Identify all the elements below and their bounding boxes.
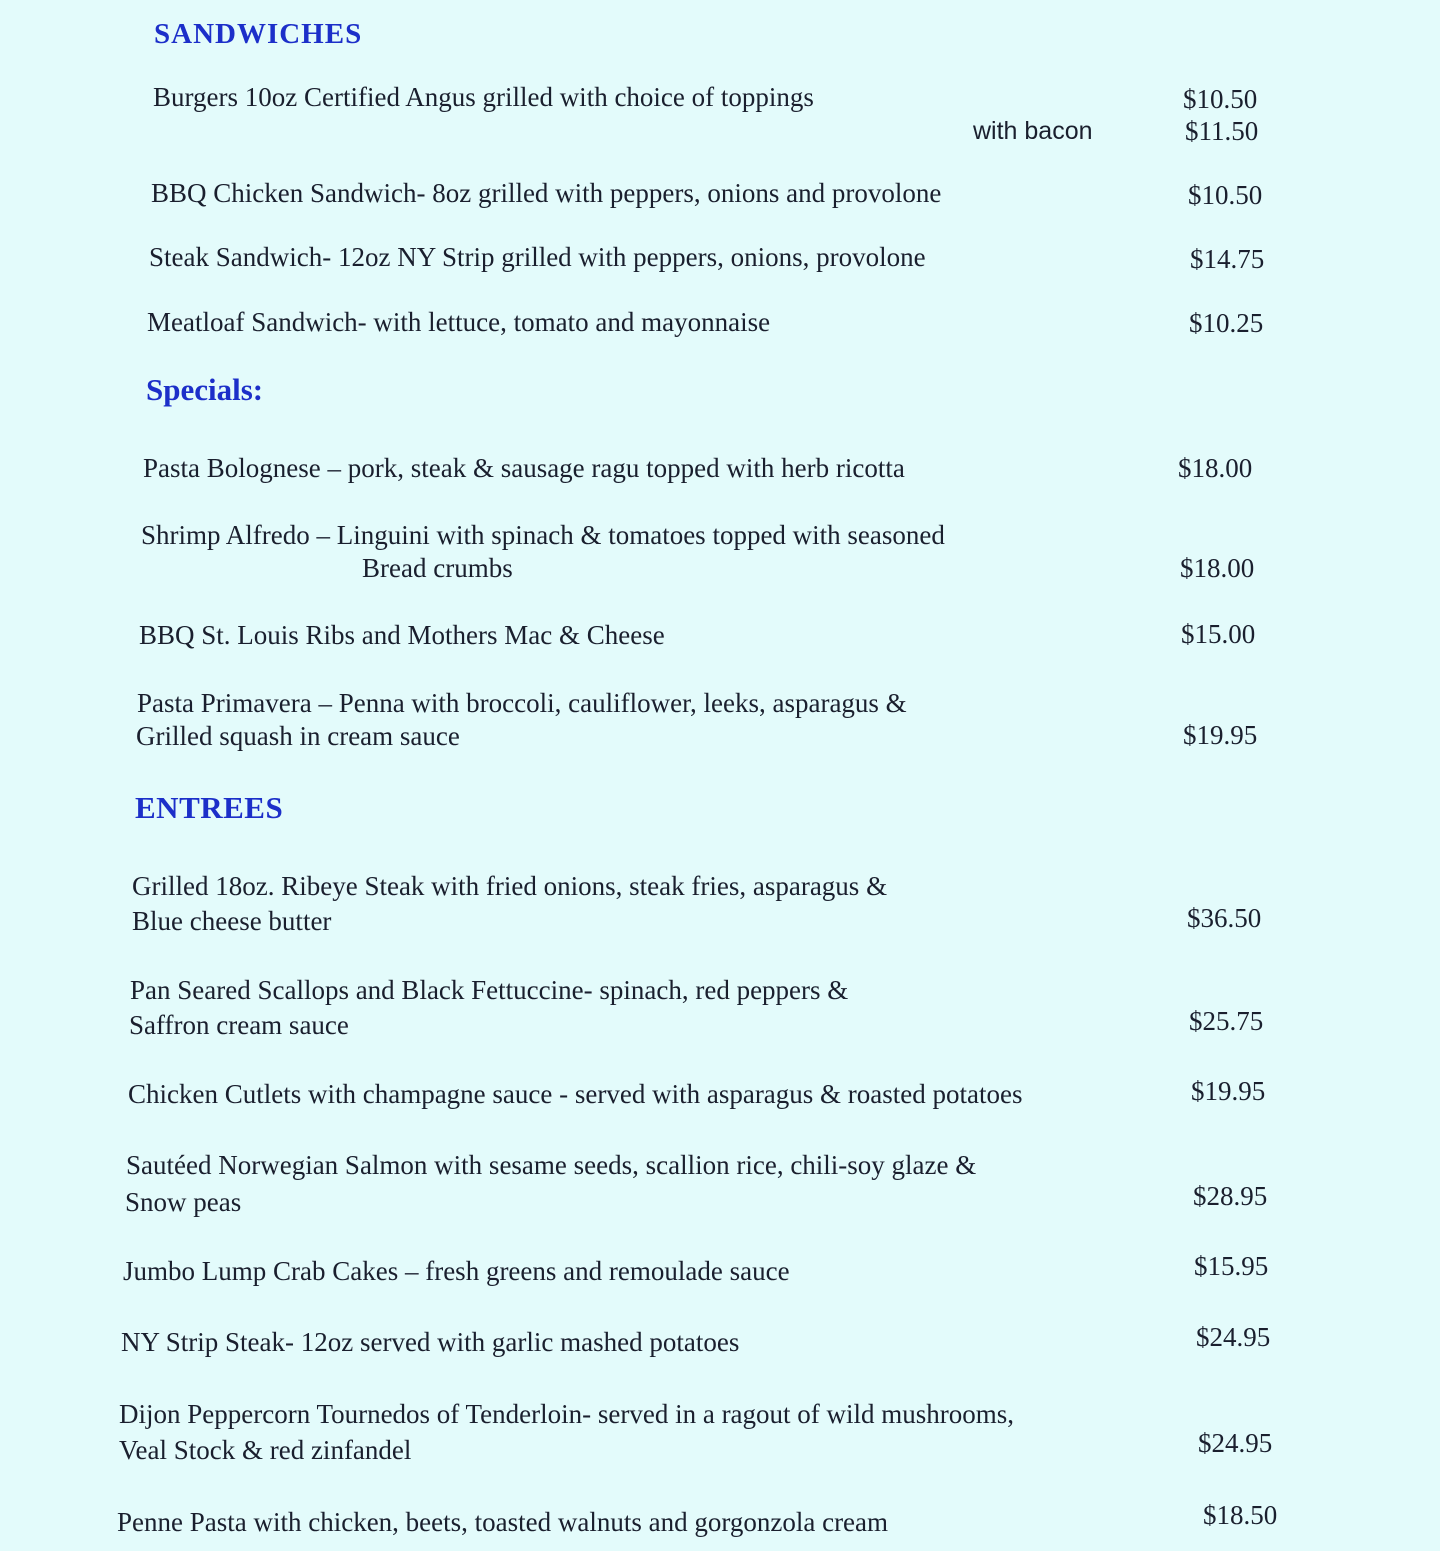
menu-item-price: $14.75: [1190, 244, 1265, 274]
menu-item-description: Chicken Cutlets with champagne sauce - served with asparagus & roasted potatoes: [128, 1079, 1023, 1109]
menu-item-description: Grilled 18oz. Ribeye Steak with fried onions, steak fries, asparagus &: [132, 871, 888, 901]
menu-item-description-continued: Snow peas: [125, 1187, 242, 1217]
menu-item-description-continued: Grilled squash in cream sauce: [136, 721, 460, 751]
menu-item-description: Pan Seared Scallops and Black Fettuccine- spinach, red peppers &: [130, 975, 849, 1005]
menu-item-price: $36.50: [1187, 903, 1262, 933]
menu-item-price: $24.95: [1196, 1322, 1271, 1352]
menu-item-description: Sautéed Norwegian Salmon with sesame seeds, scallion rice, chili-soy glaze &: [126, 1150, 977, 1180]
menu-item-description: Shrimp Alfredo – Linguini with spinach & tomatoes topped with seasoned: [141, 520, 945, 550]
menu-item-description: Meatloaf Sandwich- with lettuce, tomato and mayonnaise: [147, 307, 771, 337]
menu-item-description: NY Strip Steak- 12oz served with garlic mashed potatoes: [121, 1327, 740, 1357]
menu-item-price: $18.50: [1203, 1500, 1278, 1530]
menu-item-description: Penne Pasta with chicken, beets, toasted walnuts and gorgonzola cream: [117, 1507, 889, 1537]
menu-item-description: Burgers 10oz Certified Angus grilled with choice of toppings: [153, 82, 814, 112]
menu-item-description: Pasta Bolognese – pork, steak & sausage ragu topped with herb ricotta: [143, 453, 905, 483]
menu-item-price: $10.25: [1189, 308, 1264, 338]
menu-item-description-continued: Bread crumbs: [362, 553, 513, 583]
menu-item-description: Jumbo Lump Crab Cakes – fresh greens and remoulade sauce: [123, 1256, 790, 1286]
menu-item-price: $10.50: [1183, 84, 1258, 114]
menu-item-price: $18.00: [1178, 453, 1253, 483]
menu-item-extra-price: $11.50: [1185, 116, 1259, 146]
menu-item-description-continued: Saffron cream sauce: [129, 1010, 349, 1040]
menu-item-description: BBQ Chicken Sandwich- 8oz grilled with peppers, onions and provolone: [151, 178, 942, 208]
menu-item-price: $28.95: [1193, 1181, 1268, 1211]
menu-item-price: $18.00: [1180, 553, 1255, 583]
section-heading-specials: Specials:: [146, 372, 264, 407]
menu-item-description: Dijon Peppercorn Tournedos of Tenderloin- served in a ragout of wild mushrooms,: [119, 1399, 1015, 1429]
menu-item-price: $25.75: [1189, 1006, 1264, 1036]
menu-item-extra-label: with bacon: [973, 117, 1093, 145]
section-heading-sandwiches: SANDWICHES: [154, 18, 363, 50]
menu-item-price: $10.50: [1188, 180, 1263, 210]
menu-item-price: $19.95: [1191, 1076, 1266, 1106]
menu-item-price: $24.95: [1198, 1428, 1273, 1458]
menu-item-price: $15.00: [1181, 619, 1256, 649]
menu-item-description-continued: Veal Stock & red zinfandel: [119, 1435, 412, 1465]
menu-item-description: Pasta Primavera – Penna with broccoli, cauliflower, leeks, asparagus &: [137, 688, 907, 718]
menu-item-price: $15.95: [1194, 1251, 1269, 1281]
menu-item-description-continued: Blue cheese butter: [132, 906, 332, 936]
menu-item-price: $19.95: [1183, 720, 1258, 750]
menu-item-description: Steak Sandwich- 12oz NY Strip grilled with peppers, onions, provolone: [149, 242, 926, 272]
section-heading-entrees: ENTREES: [135, 790, 284, 825]
menu-item-description: BBQ St. Louis Ribs and Mothers Mac & Cheese: [139, 620, 665, 650]
